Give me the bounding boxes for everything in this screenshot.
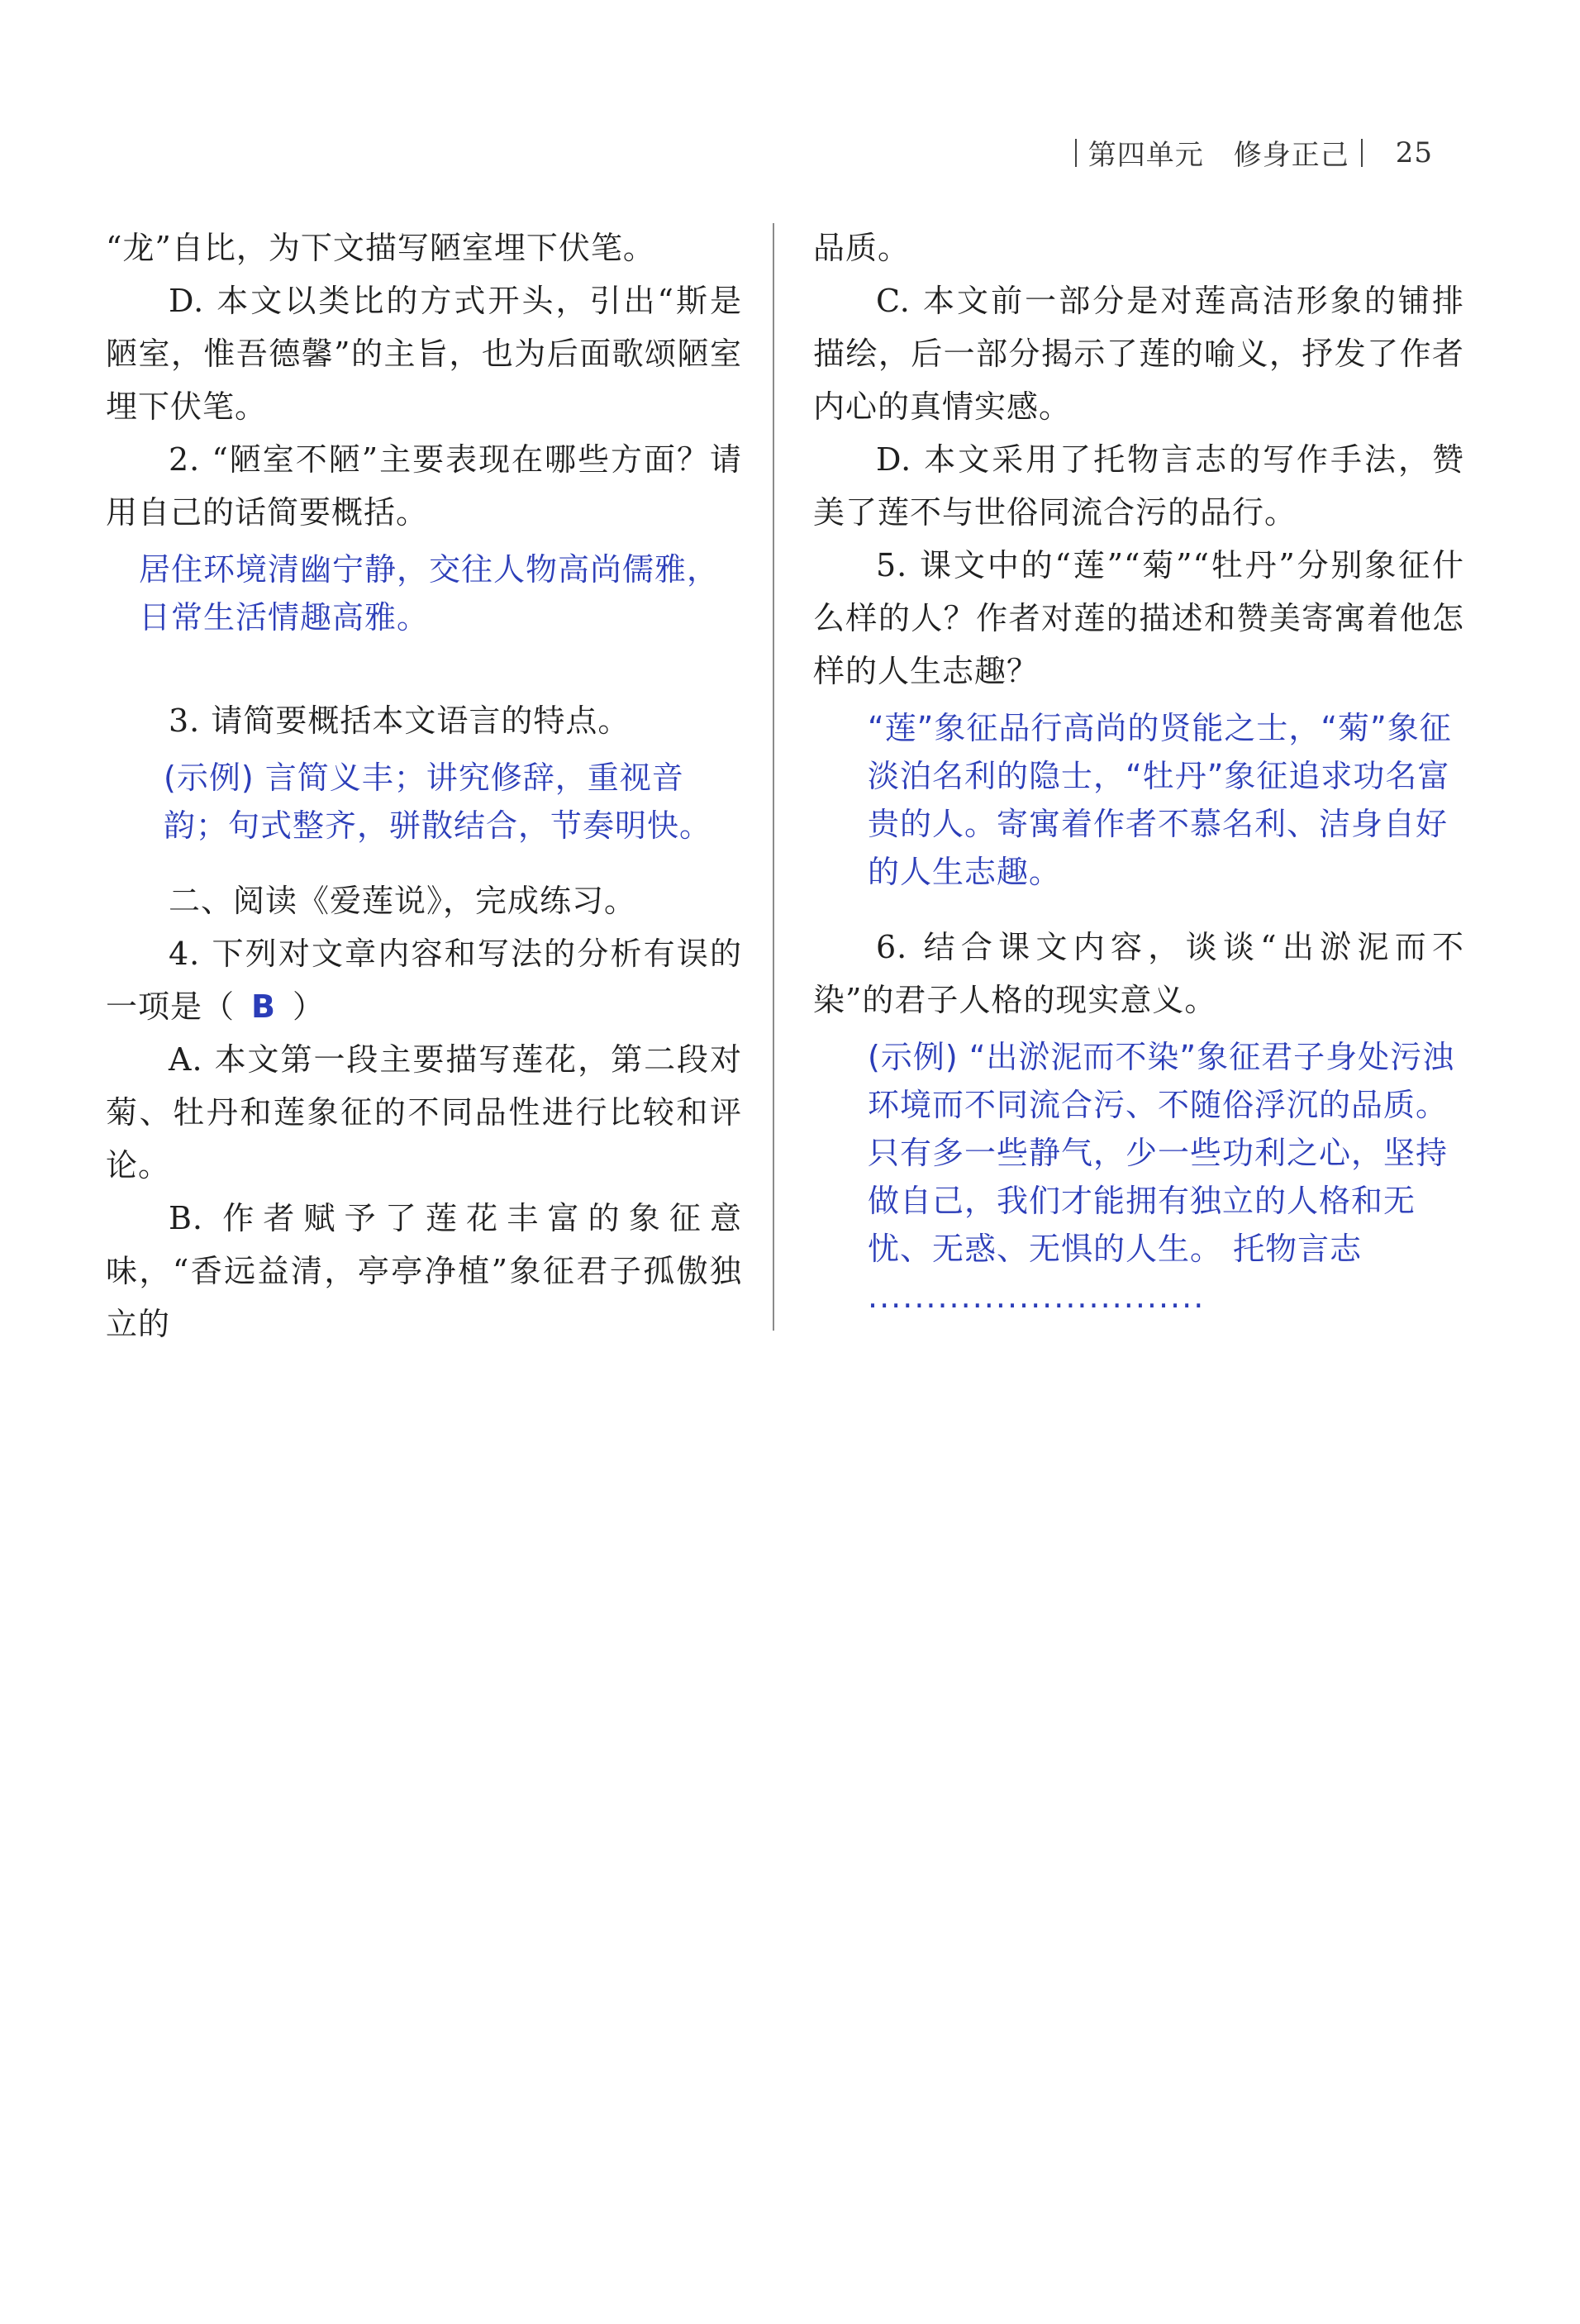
answer-6-text: (示例) “出淤泥而不染”象征君子身处污浊环境而不同流合污、不随俗浮沉的品质。只有多一些静气，少一些功利之心，坚持做自己，我们才能拥有独立的人格和无忧、无惑、无惧的人生。 <box>868 1039 1455 1267</box>
option-a: A. 本文第一段主要描写莲花，第二段对菊、牡丹和莲象征的不同品性进行比较和评论。 <box>106 1041 742 1183</box>
left-column <box>106 221 742 1350</box>
column-divider <box>773 223 774 1331</box>
continued-text: “龙”自比，为下文描写陋室埋下伏笔。 <box>106 230 655 266</box>
unit-title: 第四单元 <box>1087 139 1204 172</box>
right-column <box>813 221 1464 1327</box>
answer-6 <box>868 1033 1464 1321</box>
question-5: 5. 课文中的“莲”“菊”“牡丹”分别象征什么样的人？作者对莲的描述和赞美寄寓着他怎样的人生志趣？ <box>813 547 1464 689</box>
answer-3: (示例) 言简义丰；讲究修辞，重视音韵；句式整齐，骈散结合，节奏明快。 <box>164 760 712 844</box>
header-divider <box>1075 139 1077 167</box>
header-divider <box>1361 139 1363 167</box>
answer-6-tail: 托物言志 <box>1233 1231 1363 1267</box>
unit-theme: 修身正己 <box>1233 139 1349 172</box>
question-4-text: 4. 下列对文章内容和写法的分析有误的一项是（ <box>106 936 742 1025</box>
answer-6-dots: ............................. <box>868 1279 1206 1315</box>
question-3: 3. 请简要概括本文语言的特点。 <box>169 702 631 739</box>
answer-5: “莲”象征品行高尚的贤能之士，“菊”象征淡泊名利的隐士，“牡丹”象征追求功名富贵的人。寄寓着作者不慕名利、洁身自好的人生志趣。 <box>868 710 1452 890</box>
continued-text: 品质。 <box>813 230 911 266</box>
question-2: 2. “陋室不陋”主要表现在哪些方面？请用自己的话简要概括。 <box>106 441 742 531</box>
option-b: B. 作者赋予了莲花丰富的象征意味，“香远益清，亭亭净植”象征君子孤傲独立的 <box>106 1200 742 1342</box>
option-d: D. 本文以类比的方式开头，引出“斯是陋室，惟吾德馨”的主旨，也为后面歌颂陋室埋下伏笔。 <box>106 283 742 425</box>
question-6: 6. 结合课文内容，谈谈“出淤泥而不染”的君子人格的现实意义。 <box>813 929 1464 1018</box>
page-number: 25 <box>1395 136 1433 169</box>
option-c: C. 本文前一部分是对莲高洁形象的铺排描绘，后一部分揭示了莲的喻义，抒发了作者内心的真情实感。 <box>813 283 1464 425</box>
question-4-close: ） <box>292 988 325 1025</box>
question-4 <box>106 927 742 1033</box>
section-2-title: 二、阅读《爱莲说》，完成练习。 <box>169 883 637 919</box>
question-4-answer: B <box>251 988 276 1025</box>
option-d: D. 本文采用了托物言志的写作手法，赞美了莲不与世俗同流合污的品行。 <box>813 441 1464 531</box>
answer-2: 居住环境清幽宁静，交往人物高尚儒雅，日常生活情趣高雅。 <box>139 551 720 636</box>
page-header <box>1064 132 1433 173</box>
